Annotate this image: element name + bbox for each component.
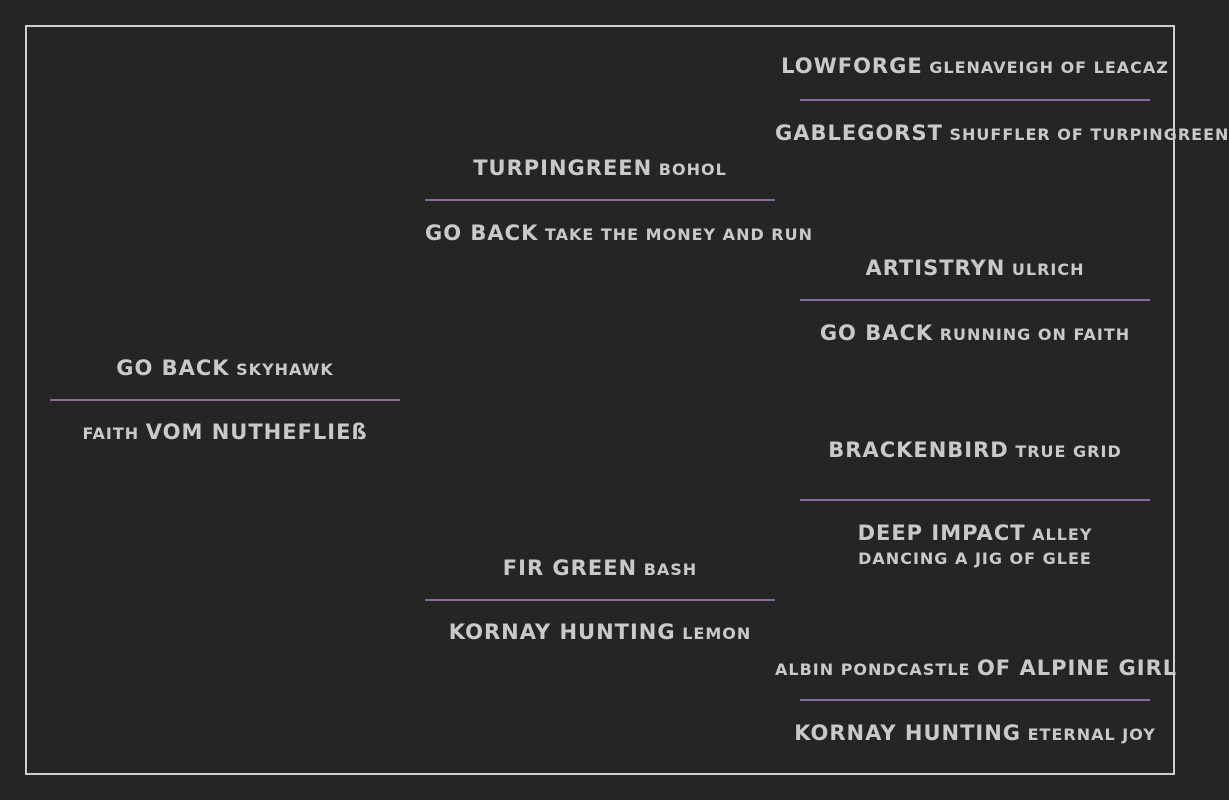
gen2-dam-sire: FIR GREEN BASH xyxy=(502,556,698,580)
gen3-3-dam-line2: DANCING A JIG OF GLEE xyxy=(858,549,1092,568)
gen3-2-dam: GO BACK RUNNING ON FAITH xyxy=(819,321,1131,345)
gen3-4-divider xyxy=(800,699,1150,701)
gen2-sire-dam: GO BACK TAKE THE MONEY AND RUN xyxy=(425,221,814,245)
gen3-3-sire: BRACKENBIRD TRUE GRID xyxy=(828,438,1122,462)
gen2-dam-dam: KORNAY HUNTING LEMON xyxy=(448,620,752,644)
gen2-sire-sire: TURPINGREEN BOHOL xyxy=(473,156,727,180)
gen2-dam-divider xyxy=(425,599,775,601)
gen3-1-dam: GABLEGORST SHUFFLER OF TURPINGREEN xyxy=(775,121,1229,145)
gen3-3-divider xyxy=(800,499,1150,501)
gen3-2-divider xyxy=(800,299,1150,301)
gen3-4-dam: KORNAY HUNTING ETERNAL JOY xyxy=(794,721,1156,745)
gen3-2-sire: ARTISTRYN ULRICH xyxy=(865,256,1085,280)
gen1-divider xyxy=(50,399,400,401)
gen3-3-dam: DEEP IMPACT ALLEY xyxy=(857,521,1093,545)
gen3-4-sire: ALBIN PONDCASTLE OF ALPINE GIRL xyxy=(775,656,1178,680)
gen1-dam: FAITH VOM NUTHEFLIEß xyxy=(82,420,368,444)
gen2-sire-divider xyxy=(425,199,775,201)
gen3-1-sire: LOWFORGE GLENAVEIGH OF LEACAZ xyxy=(781,54,1169,78)
gen3-1-divider xyxy=(800,99,1150,101)
gen1-sire: GO BACK SKYHAWK xyxy=(116,356,334,380)
